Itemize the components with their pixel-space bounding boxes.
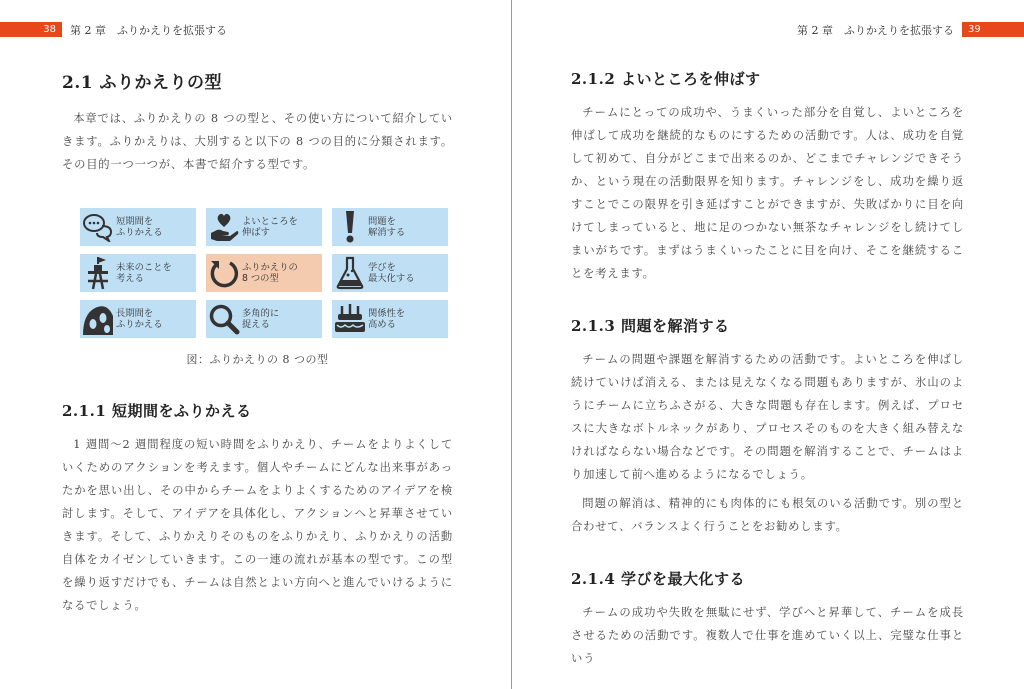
subsection-title-2-1-3: 2.1.3 問題を解消する — [571, 317, 730, 335]
tile-long-term — [80, 300, 196, 338]
intro-paragraph: 本章では、ふりかえりの 8 つの型と、その使い方について紹介していきます。ふりかえりは、大別すると以下の 8 つの目的に分類されます。その目的一つ一つが、本書で紹介する型です。 — [62, 112, 453, 171]
tile-relationships — [332, 300, 448, 338]
subsection-paragraph-2-1-4: チームの成功や失敗を無駄にせず、学びへと昇華して、チームを成長させるための活動です。複数人で仕事を進めていく以上、完璧な仕事という — [571, 606, 964, 665]
cake-icon — [332, 300, 368, 338]
right-page-number: 39 — [962, 22, 1024, 37]
tile-label: 関係性を 高める — [368, 308, 406, 330]
left-page-content — [62, 60, 453, 617]
tile-label: よいところを 伸ばす — [242, 216, 298, 238]
subsection-title-2-1-1: 2.1.1 短期間をふりかえる — [62, 402, 252, 420]
tile-learning — [332, 254, 448, 292]
subsection-title-2-1-2: 2.1.2 よいところを伸ばす — [571, 70, 761, 88]
page-gutter — [511, 0, 512, 689]
heart-hand-icon — [206, 208, 242, 246]
tile-problems — [332, 208, 448, 246]
right-page — [513, 0, 1024, 689]
eight-types-figure — [62, 208, 453, 370]
section-title: 2.1 ふりかえりの型 — [62, 73, 222, 93]
tile-eight-types-center — [206, 254, 322, 292]
tile-label: 長期間を ふりかえる — [116, 308, 163, 330]
magnifier-icon — [206, 300, 242, 338]
right-page-content — [571, 60, 964, 670]
flag-tower-icon — [80, 254, 116, 292]
subsection-paragraph-2-1-1: 1 週間〜2 週間程度の短い時間をふりかえり、チームをよりよくしていくためのアクションを考えます。個人やチームにどんな出来事があったかを思い出し、その中からチームをよりよくするためのアイデアを検討します。そして、アイデアを具体化し、アクションへと昇華させていきます。そして、ふりかえりそのものをふりかえり、ふりかえりの活動自体をカイゼンしていきます。この一連の流れが基本の型です。この型を繰り返すだけでも、チームは自然とよい方向へと進んでいけるようになるでしょう。 — [62, 438, 453, 612]
tile-future — [80, 254, 196, 292]
tile-label: 学びを 最大化する — [368, 262, 415, 284]
tile-label: 多角的に 捉える — [242, 308, 280, 330]
footprints-icon — [80, 300, 116, 338]
tile-strengths — [206, 208, 322, 246]
tile-multi-angle — [206, 300, 322, 338]
subsection-paragraph-2-1-3: チームの問題や課題を解消するための活動です。よいところを伸ばし続けていけば消える、または見えなくなる問題もありますが、氷山のようにチームに立ちふさがる、大きな問題も存在します。例えば、プロセスに大きなボトルネックがあり、プロセスそのものを大きく組み替えなければならない場合などです。その問題を解消することで、チームはより加速して前へ進めるようになるでしょう。 — [571, 353, 964, 481]
subsection-paragraph-2-1-3b: 問題の解消は、精神的にも肉体的にも根気のいる活動です。別の型と合わせて、バランスよく行うことをお勧めします。 — [571, 497, 964, 533]
subsection-paragraph-2-1-2: チームにとっての成功や、うまくいった部分を自覚し、よいところを伸ばして成功を継続的なものにするための活動です。人は、成功を自覚して初めて、自分がどこまで出来るのか、どこまでチャレンジできそうか、という現在の活動限界を知ります。チャレンジをし、成功を繰り返すことでこの限界を引き延ばすことができますが、失敗ばかりに目を向けてしまっていると、地に足のつかない無茶なチャレンジをし続けてしまいがちです。まずはうまくいったことに目を向け、そこを継続することを考えます。 — [571, 106, 964, 280]
right-chapter-title: 第 2 章 ふりかえりを拡張する — [797, 23, 954, 37]
eight-types-grid — [80, 208, 448, 340]
exclamation-icon — [332, 208, 368, 246]
tile-label: 短期間を ふりかえる — [116, 216, 163, 238]
tile-label: 未来のことを 考える — [116, 262, 172, 284]
left-running-head — [0, 22, 227, 37]
right-running-head — [797, 22, 1024, 37]
tile-label: ふりかえりの 8 つの型 — [242, 262, 298, 284]
speech-bubbles-icon — [80, 208, 116, 246]
left-page — [0, 0, 511, 689]
left-chapter-title: 第 2 章 ふりかえりを拡張する — [70, 23, 227, 37]
tile-short-term — [80, 208, 196, 246]
subsection-title-2-1-4: 2.1.4 学びを最大化する — [571, 570, 745, 588]
flask-icon — [332, 254, 368, 292]
figure-caption: 図：ふりかえりの 8 つの型 — [186, 353, 329, 366]
left-page-number: 38 — [0, 22, 62, 37]
cycle-arrow-icon — [206, 254, 242, 292]
tile-label: 問題を 解消する — [368, 216, 406, 238]
